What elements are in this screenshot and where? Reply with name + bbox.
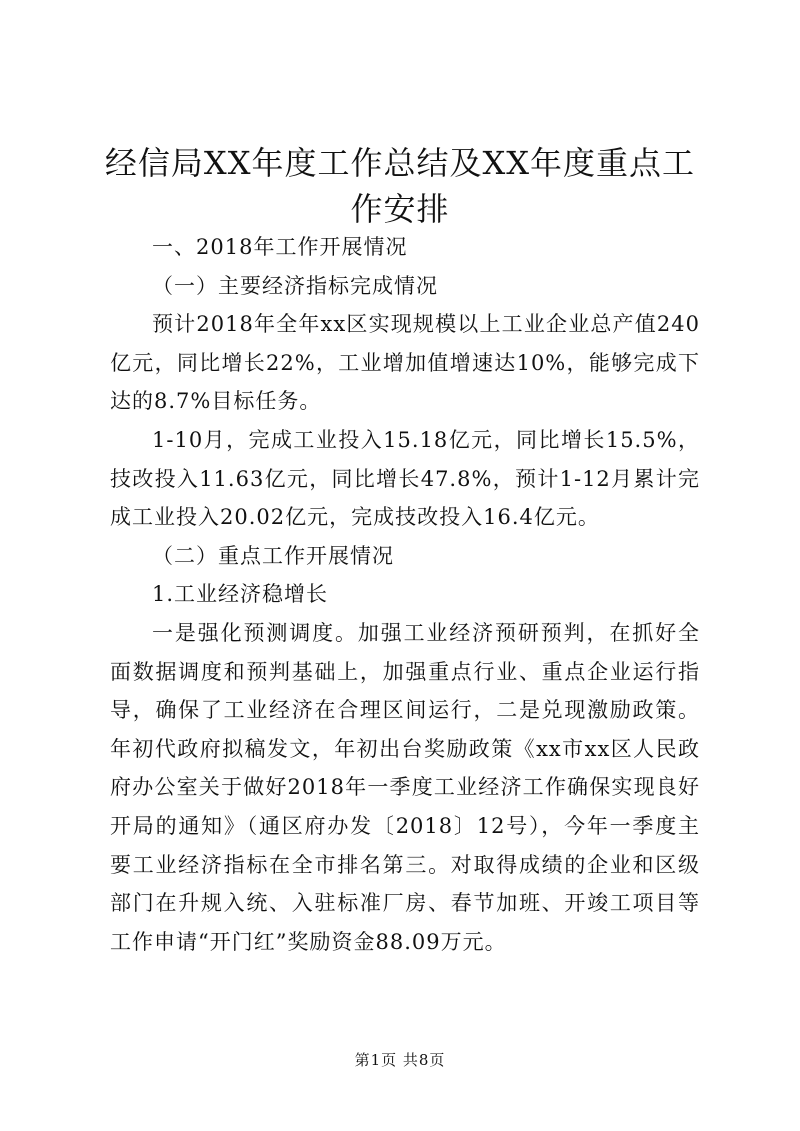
document-title: 经信局XX年度工作总结及XX年度重点工作安排	[104, 144, 696, 228]
section-heading: 一、2018年工作开展情况	[152, 235, 408, 259]
document-body	[110, 228, 700, 961]
subsection-heading: （二）重点工作开展情况	[152, 543, 394, 568]
page-number: 第1页 共8页	[354, 1051, 446, 1069]
body-paragraph: 1-10月，完成工业投入15.18亿元，同比增长15.5%，技改投入11.63亿元，同比增长47.8%，预计1-12月累计完成工业投入20.02亿元，完成技改投入16.4亿元。	[110, 427, 700, 530]
subsection-heading: （一）主要经济指标完成情况	[152, 273, 438, 298]
body-paragraph: 预计2018年全年xx区实现规模以上工业企业总产值240亿元，同比增长22%，工业增加值增速达10%，能够完成下达的8.7%目标任务。	[110, 312, 700, 414]
body-paragraph: 一是强化预测调度。加强工业经济预研预判，在抓好全面数据调度和预判基础上，加强重点行业、重点企业运行指导，确保了工业经济在合理区间运行，二是兑现激励政策。年初代政府拟稿发文，年初出台奖励政策《xx市xx区人民政府办公室关于做好2018年一季度工业经济工作确保实现良好开局的通知》（通区府办发〔2018〕12号），今年一季度主要工业经济指标在全市排名第三。对取得成绩的企业和区级部门在升规入统、入驻标准厂房、春节加班、开竣工项目等工作申请“开门红”奖励资金88.09万元。	[110, 620, 700, 954]
item-heading: 1.工业经济稳增长	[152, 582, 329, 607]
